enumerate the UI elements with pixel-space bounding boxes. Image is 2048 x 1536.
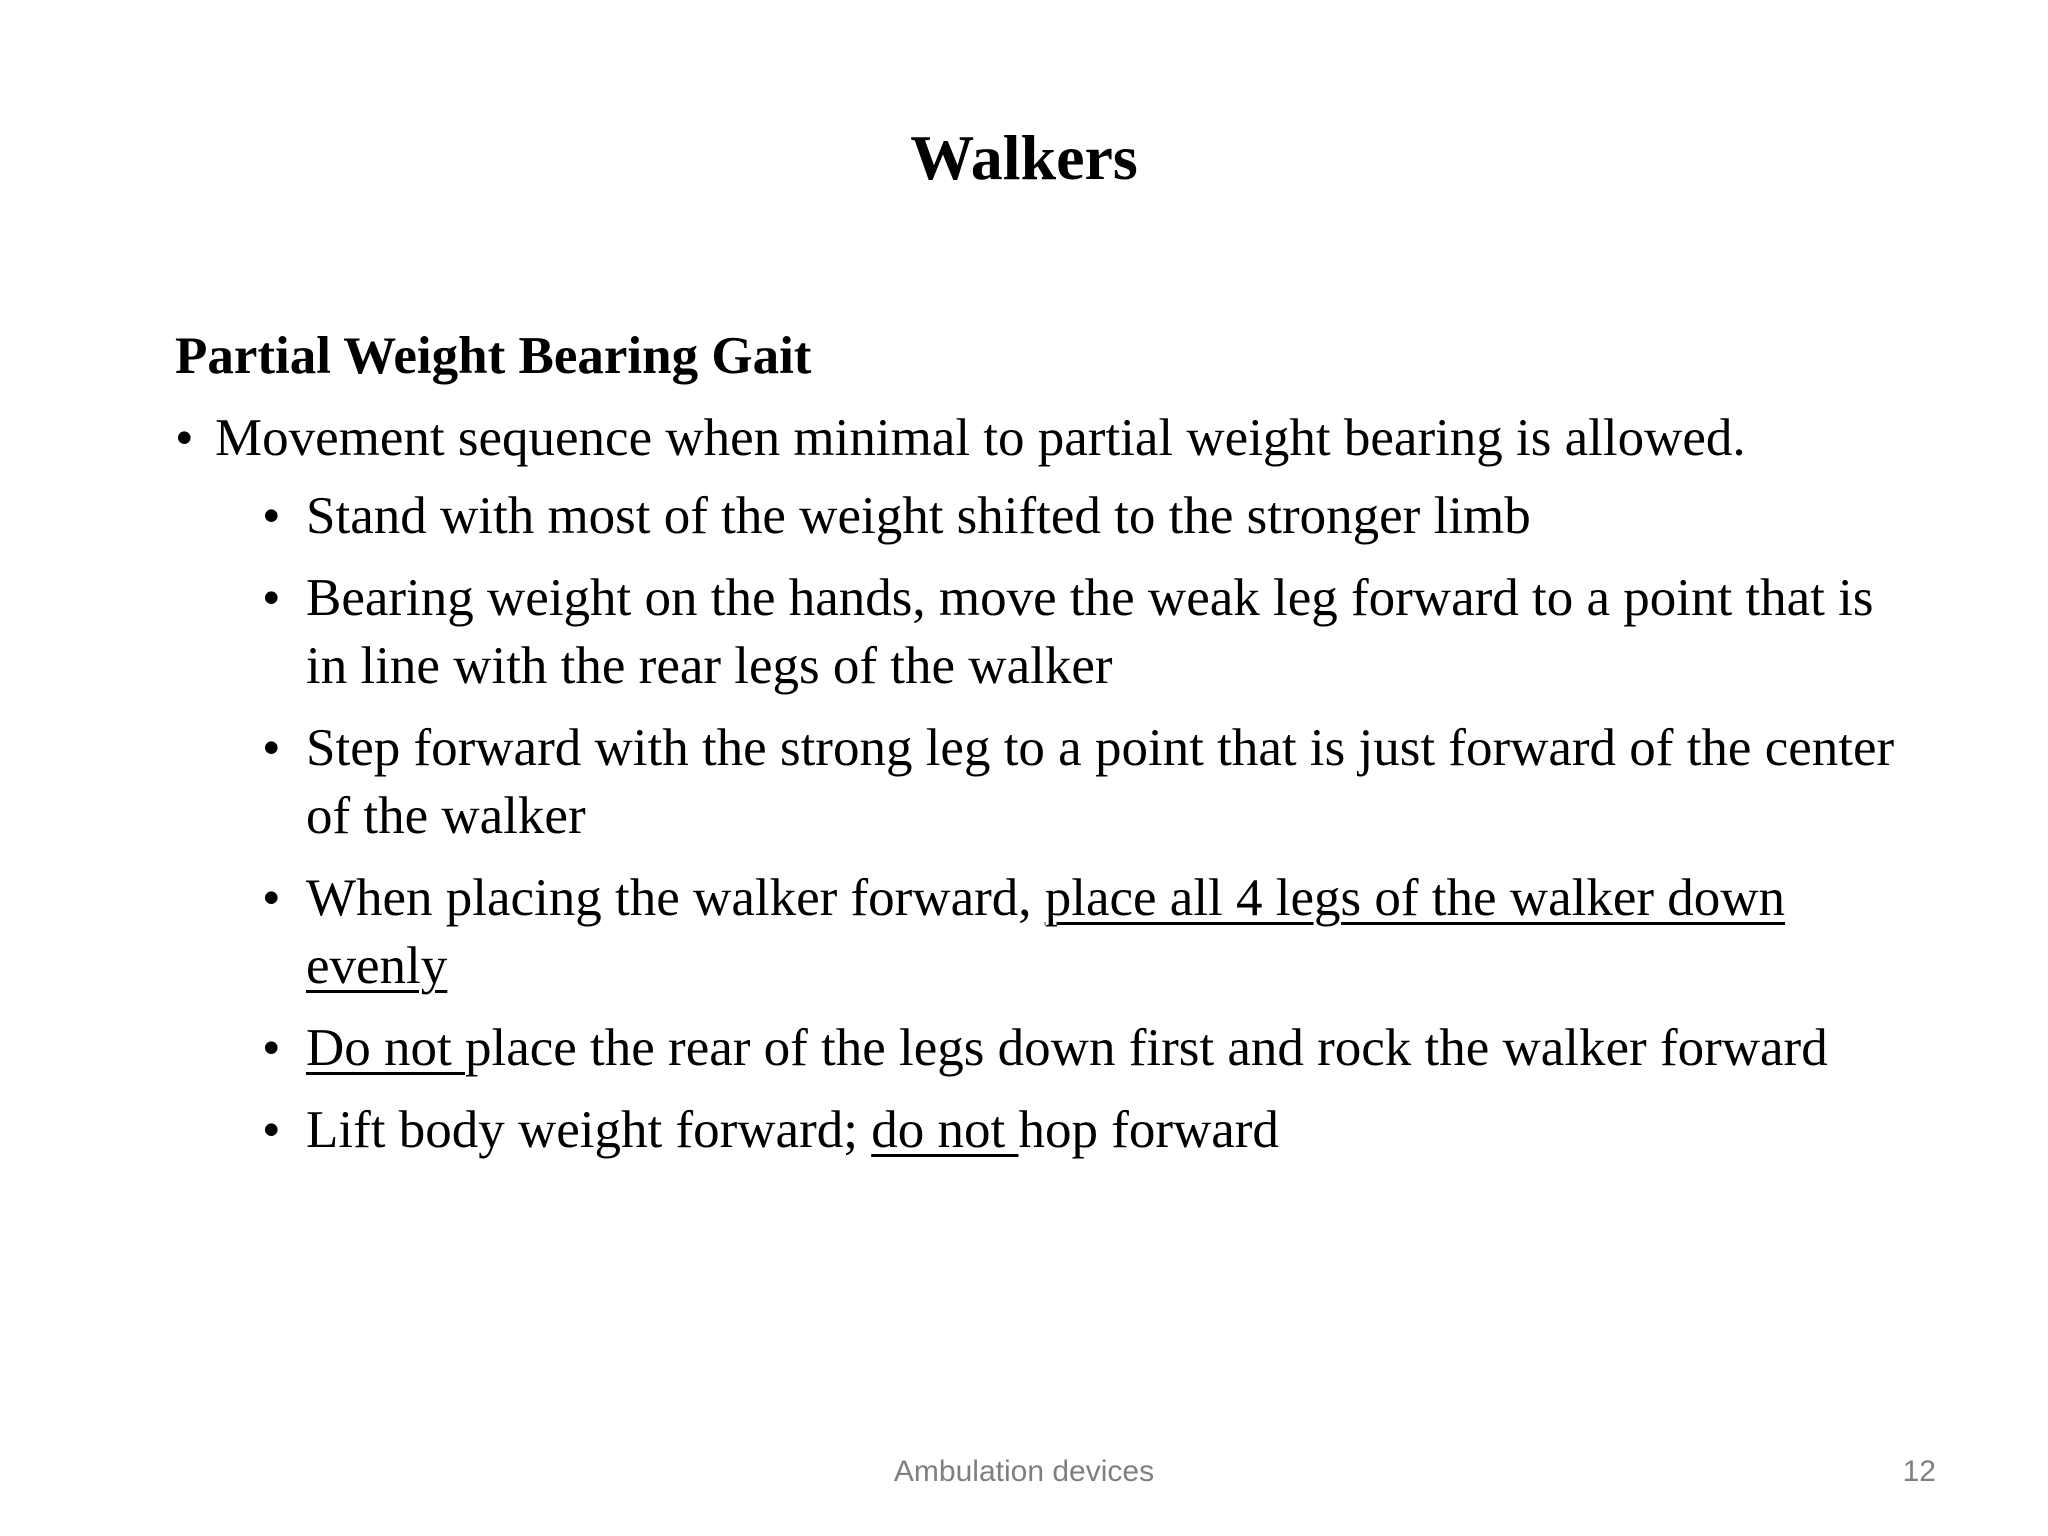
section-heading: Partial Weight Bearing Gait (175, 327, 812, 385)
step-list (262, 482, 1922, 1178)
step-item (262, 564, 1922, 700)
page-number: 12 (1902, 1455, 1936, 1488)
step-item (262, 1096, 1922, 1164)
main-point-text: Movement sequence when minimal to partial weight bearing is allowed. (215, 409, 1746, 467)
step-item (262, 714, 1922, 850)
main-bullet-point (175, 400, 1975, 476)
step-item (262, 1014, 1922, 1082)
step-item (262, 482, 1922, 550)
bullet-glyph: • (262, 569, 281, 627)
step-emphasis-text: place all 4 legs of the walker down evenly (306, 869, 1786, 995)
bullet-glyph: • (262, 1019, 281, 1077)
step-text: Lift body weight forward; (306, 1101, 872, 1159)
bullet-glyph: • (175, 409, 194, 467)
bullet-glyph: • (262, 487, 281, 545)
step-emphasis-text: do not (871, 1101, 1019, 1159)
step-emphasis-text: Do not (306, 1019, 465, 1077)
step-text: When placing the walker forward, (306, 869, 1045, 927)
slide-title: Walkers (910, 122, 1138, 193)
step-text: Stand with most of the weight shifted to the stronger limb (306, 487, 1531, 545)
bullet-glyph: • (262, 1101, 281, 1159)
step-item (262, 864, 1922, 1000)
bullet-glyph: • (262, 869, 281, 927)
step-text: hop forward (1018, 1101, 1279, 1159)
bullet-glyph: • (262, 719, 281, 777)
step-text: Step forward with the strong leg to a point that is just forward of the center of the walker (306, 719, 1895, 845)
footer-label: Ambulation devices (893, 1455, 1155, 1488)
step-text: Bearing weight on the hands, move the weak leg forward to a point that is in line with the rear legs of the walker (306, 569, 1874, 695)
step-text: place the rear of the legs down first and rock the walker forward (465, 1019, 1828, 1077)
